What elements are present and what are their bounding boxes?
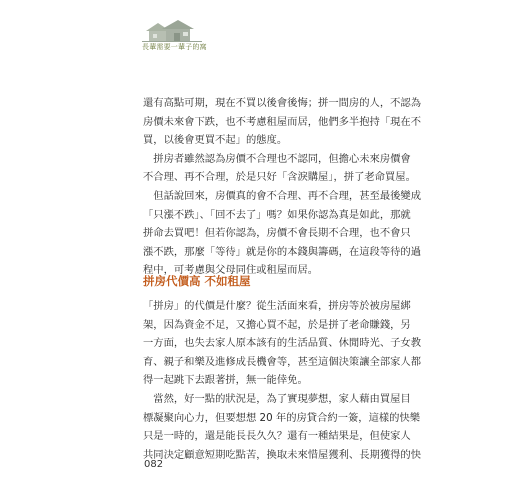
section-heading: 拼房代價高 不如租屋 (143, 274, 251, 288)
text-line: 得一起跳下去跟著拼，無一能倖免。 (143, 374, 308, 387)
house-logo-icon (142, 17, 202, 43)
logo-caption: 長輩需要一輩子的窩 (142, 43, 207, 51)
paragraph-block-1 (143, 94, 422, 280)
paragraph-block-2 (143, 297, 422, 464)
text-line: 標凝聚向心力，但要想想 20 年的房貸合約一簽，這樣的快樂 (143, 411, 421, 424)
text-line: 一方面，也失去家人原本該有的生活品質、休閒時光、子女教 (143, 337, 422, 350)
text-line: 漲不跌，那麼「等待」就是你的本錢與籌碼，在這段等待的過 (143, 245, 422, 258)
text-line: 架，因為資金不足，又擔心買不起，於是拼了老命賺錢，另 (143, 318, 411, 331)
text-line: 不合理、再不合理，於是只好「含淚購屋」，拼了老命買屋。 (143, 171, 416, 184)
text-line: 拼命去買吧！但若你認為，房價不會長期不合理，也不會只 (143, 227, 411, 240)
text-line: 買，以後會更買不起」的態度。 (143, 134, 288, 147)
text-line: 但話說回來，房價真的會不合理、再不合理，甚至最後變成 (143, 189, 422, 202)
text-line: 共同決定顧意短期吃點苦，換取未來惜屋獲利、長期獲得的快 (143, 448, 422, 461)
text-line: 當然，好一點的狀況是，為了實現夢想，家人藉由買屋目 (143, 392, 411, 405)
header-logo (142, 17, 207, 67)
text-line: 「只漲不跌」、「回不去了」嗎？如果你認為真是如此，那就 (143, 208, 411, 221)
page-number: 082 (144, 459, 164, 470)
text-line: 拼房者雖然認為房價不合理也不認同，但擔心未來房價會 (143, 152, 411, 165)
text-line: 程中，可考慮與父母同住或租屋而居。 (143, 264, 319, 277)
text-line: 育、親子和樂及進修成長機會等，甚至這個決策讓全部家人都 (143, 355, 422, 368)
text-line: 「拼房」的代價是什麼？從生活面來看，拼房等於被房屋綁 (143, 300, 411, 312)
text-line: 只是一時的，還是能長長久久？還有一種結果是，但使家人 (143, 430, 411, 443)
text-line: 房價未來會下跌，也不考慮租屋而居，他們多半抱持「現在不 (143, 115, 422, 128)
text-line: 還有高點可期，現在不買以後會後悔；拼一間房的人，不認為 (143, 97, 422, 109)
